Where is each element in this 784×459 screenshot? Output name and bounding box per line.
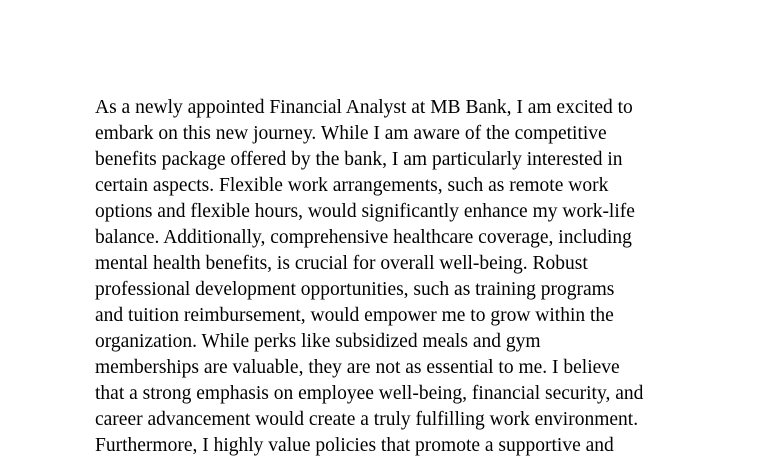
- paragraph-line: balance. Additionally, comprehensive healthcare coverage, including: [95, 227, 632, 248]
- paragraph-line: As a newly appointed Financial Analyst at MB Bank, I am excited to: [95, 97, 633, 118]
- paragraph-line: that a strong emphasis on employee well-being, financial security, and: [95, 383, 644, 404]
- paragraph-line: career advancement would create a truly fulfilling work environment.: [95, 409, 639, 430]
- paragraph-line: organization. While perks like subsidized meals and gym: [95, 331, 541, 352]
- paragraph-line: mental health benefits, is crucial for overall well-being. Robust: [95, 253, 588, 274]
- paragraph-line: and tuition reimbursement, would empower me to grow within the: [95, 305, 614, 326]
- paragraph-line: options and flexible hours, would significantly enhance my work-life: [95, 201, 635, 222]
- paragraph-line: embark on this new journey. While I am aware of the competitive: [95, 123, 607, 144]
- paragraph-line: professional development opportunities, such as training programs: [95, 279, 615, 300]
- paragraph-line: Furthermore, I highly value policies that promote a supportive and: [95, 435, 614, 456]
- paragraph-line: memberships are valuable, they are not as essential to me. I believe: [95, 357, 620, 378]
- paragraph-line: certain aspects. Flexible work arrangements, such as remote work: [95, 175, 609, 196]
- paragraph-line: benefits package offered by the bank, I am particularly interested in: [95, 149, 623, 170]
- body-paragraph: [95, 95, 735, 459]
